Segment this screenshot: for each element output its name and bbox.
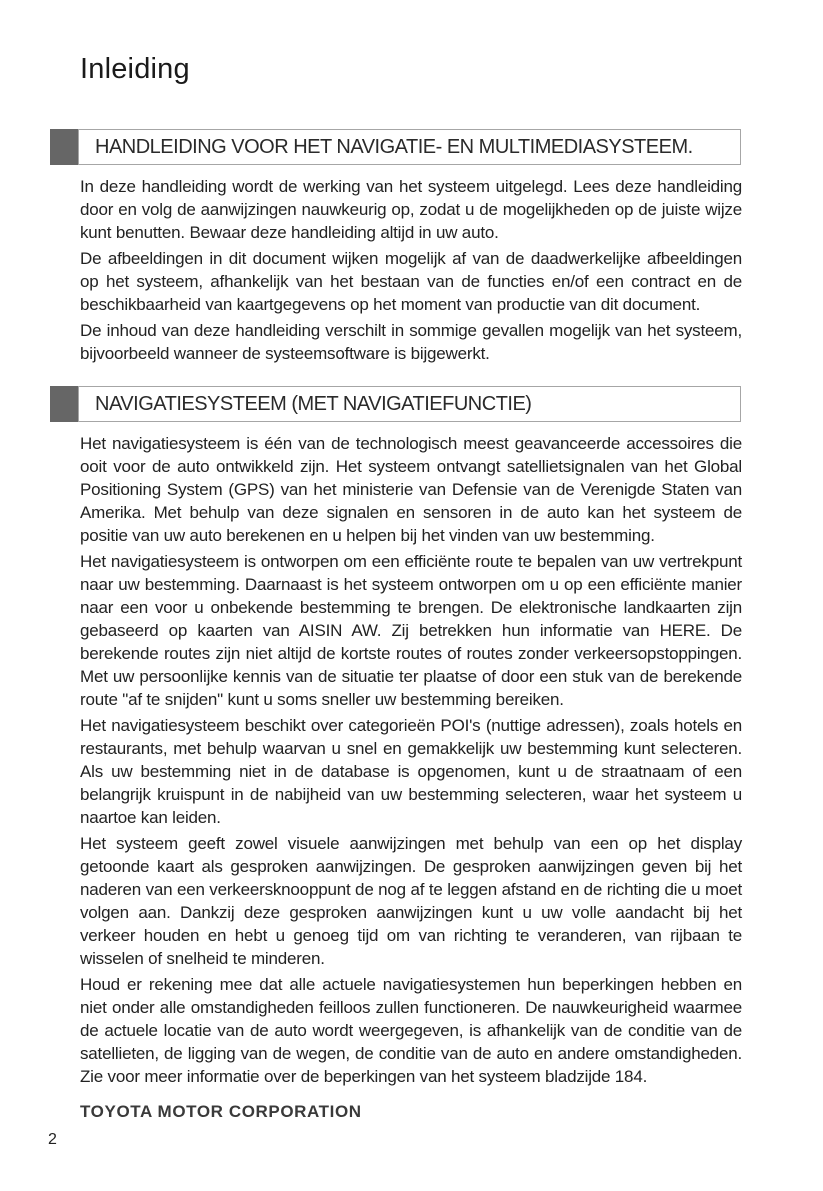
heading-box — [78, 386, 741, 422]
section-heading-text: HANDLEIDING VOOR HET NAVIGATIE- EN MULTIMEDIASYSTEEM. — [95, 135, 693, 158]
paragraph-limitations: Houd er rekening mee dat alle actuele navigatiesystemen hun beperkingen hebben en niet onder alle omstandigheden feilloos zullen functioneren. De nauwkeurigheid waarmee de actuele locatie van de auto wordt weergegeven, is afhankelijk van de conditie van de satellieten, de ligging van de wegen, de conditie van de auto en andere omstandigheden. Zie voor meer informatie over de beperkingen van het systeem bladzijde 184. — [80, 975, 742, 1086]
page-title: Inleiding — [80, 53, 190, 85]
section-navigatiesysteem — [0, 386, 823, 1088]
heading-marker-square — [50, 129, 78, 165]
paragraph-gps: Het navigatiesysteem is één van de technologisch meest geavanceerde accessoires die ooit voor de auto ontwikkeld zijn. Het systeem ontvangt satellietsignalen van het Global Positioning System (GPS) van het ministerie van Defensie van de Verenigde Staten van Amerika. Met behulp van deze signalen en sensoren in de auto kan het systeem de positie van uw auto berekenen en u helpen bij het vinden van uw bestemming. — [80, 434, 742, 545]
section-heading-text: NAVIGATIESYSTEEM (MET NAVIGATIEFUNCTIE) — [95, 392, 532, 415]
section-body — [80, 175, 742, 365]
paragraph-images-disclaimer: De afbeeldingen in dit document wijken mogelijk af van de daadwerkelijke afbeeldingen op het systeem, afhankelijk van het bestaan van de functies en/of een contract en de beschikbaarheid van kaartgegevens op het moment van productie van dit document. — [80, 249, 742, 314]
section-heading-navigatiesysteem — [50, 386, 741, 422]
section-body — [80, 432, 742, 1088]
section-heading-handleiding — [50, 129, 741, 165]
footer-brand: TOYOTA MOTOR CORPORATION — [80, 1102, 362, 1121]
paragraph-poi: Het navigatiesysteem beschikt over categorieën POI's (nuttige adressen), zoals hotels en restaurants, met behulp waarvan u snel en gemakkelijk uw bestemming kunt selecteren. Als uw bestemming niet in de database is opgenomen, kunt u de straatnaam of een belangrijk kruispunt in de nabijheid van uw bestemming selecteren, waar het systeem u naartoe kan leiden. — [80, 716, 742, 827]
section-handleiding — [0, 129, 823, 365]
paragraph-guidance: Het systeem geeft zowel visuele aanwijzingen met behulp van een op het display getoonde kaart als gesproken aanwijzingen. De gesproken aanwijzingen geven bij het naderen van een verkeersknooppunt de nog af te leggen afstand en de richting die u moet volgen aan. Dankzij deze gesproken aanwijzingen kunt u uw volle aandacht bij het verkeer houden en hebt u genoeg tijd om van richting te veranderen, van rijbaan te wisselen of snelheid te minderen. — [80, 834, 742, 968]
paragraph-content-disclaimer: De inhoud van deze handleiding verschilt in sommige gevallen mogelijk van het systeem, bijvoorbeeld wanneer de systeemsoftware is bijgewerkt. — [80, 321, 742, 363]
paragraph-intro-usage: In deze handleiding wordt de werking van het systeem uitgelegd. Lees deze handleiding door en volg de aanwijzingen nauwkeurig op, zodat u de mogelijkheden op de juiste wijze kunt benutten. Bewaar deze handleiding altijd in uw auto. — [80, 177, 742, 242]
heading-marker-square — [50, 386, 78, 422]
heading-box — [78, 129, 741, 165]
page-number: 2 — [48, 1131, 57, 1148]
paragraph-route: Het navigatiesysteem is ontworpen om een efficiënte route te bepalen van uw vertrekpunt naar uw bestemming. Daarnaast is het systeem ontworpen om u op een efficiënte manier naar een voor u onbekende bestemming te brengen. De elektronische landkaarten zijn gebaseerd op kaarten van AISIN AW. Zij betrekken hun informatie van HERE. De berekende routes zijn niet altijd de kortste routes of routes zonder verkeersopstoppingen. Met uw persoonlijke kennis van de situatie ter plaatse of door een stuk van de berekende route "af te snijden" kunt u soms sneller uw bestemming bereiken. — [80, 552, 742, 709]
